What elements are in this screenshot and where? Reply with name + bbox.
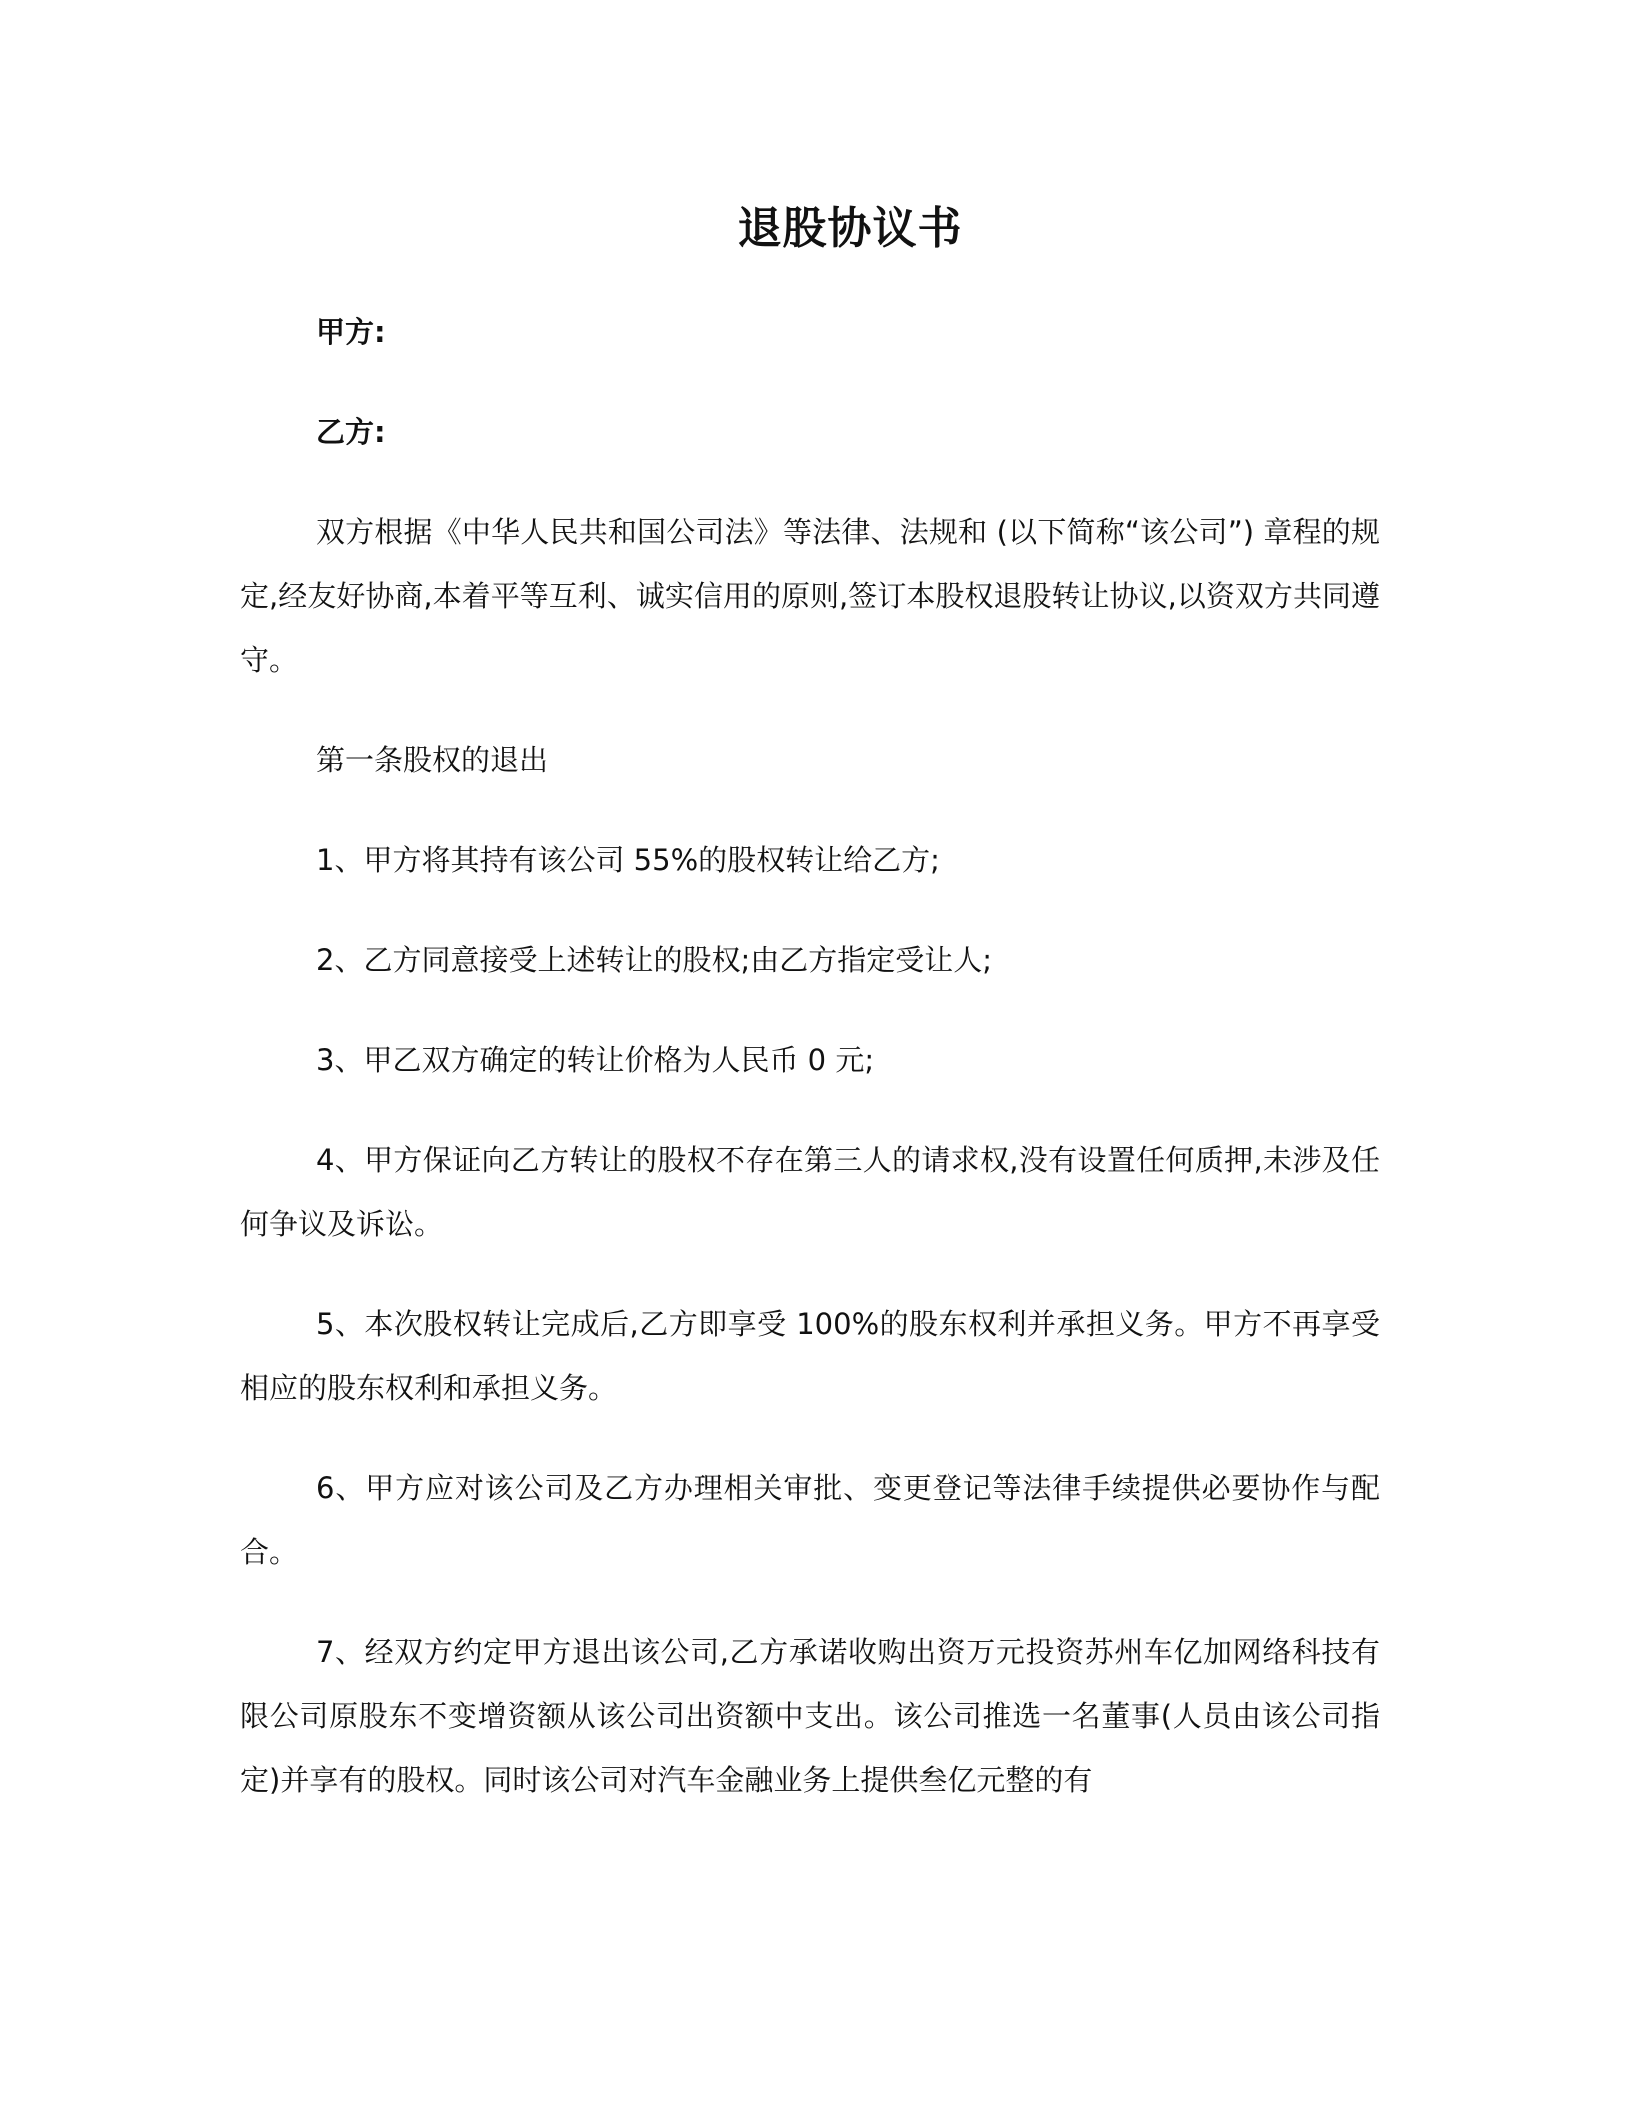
clause-5: 5、本次股权转让完成后,乙方即享受 100%的股东权利并承担义务。甲方不再享受相应的股东权利和承担义务。 [240,1307,1380,1405]
preamble-paragraph: 双方根据《中华人民共和国公司法》等法律、法规和 (以下简称“该公司”) 章程的规定,经友好协商,本着平等互利、诚实信用的原则,签订本股权退股转让协议,以资双方共同遵守。 [240,515,1380,677]
clause-7: 7、经双方约定甲方退出该公司,乙方承诺收购出资万元投资苏州车亿加网络科技有限公司原股东不变增资额从该公司出资额中支出。该公司推选一名董事(人员由该公司指定)并享有的股权。同时该公司对汽车金融业务上提供叁亿元整的有 [240,1635,1380,1797]
party-b-label: 乙方: [316,415,386,449]
party-a-label: 甲方: [316,315,386,349]
clause-6: 6、甲方应对该公司及乙方办理相关审批、变更登记等法律手续提供必要协作与配合。 [240,1471,1380,1569]
clause-4: 4、甲方保证向乙方转让的股权不存在第三人的请求权,没有设置任何质押,未涉及任何争议及诉讼。 [240,1143,1380,1241]
section-heading: 第一条股权的退出 [316,743,549,777]
clause-3: 3、甲乙双方确定的转让价格为人民币 0 元; [316,1043,875,1077]
document-body [240,300,1380,1812]
document-title: 退股协议书 [737,203,963,254]
clause-1: 1、甲方将其持有该公司 55%的股权转让给乙方; [316,843,940,877]
clause-2: 2、乙方同意接受上述转让的股权;由乙方指定受让人; [316,943,992,977]
